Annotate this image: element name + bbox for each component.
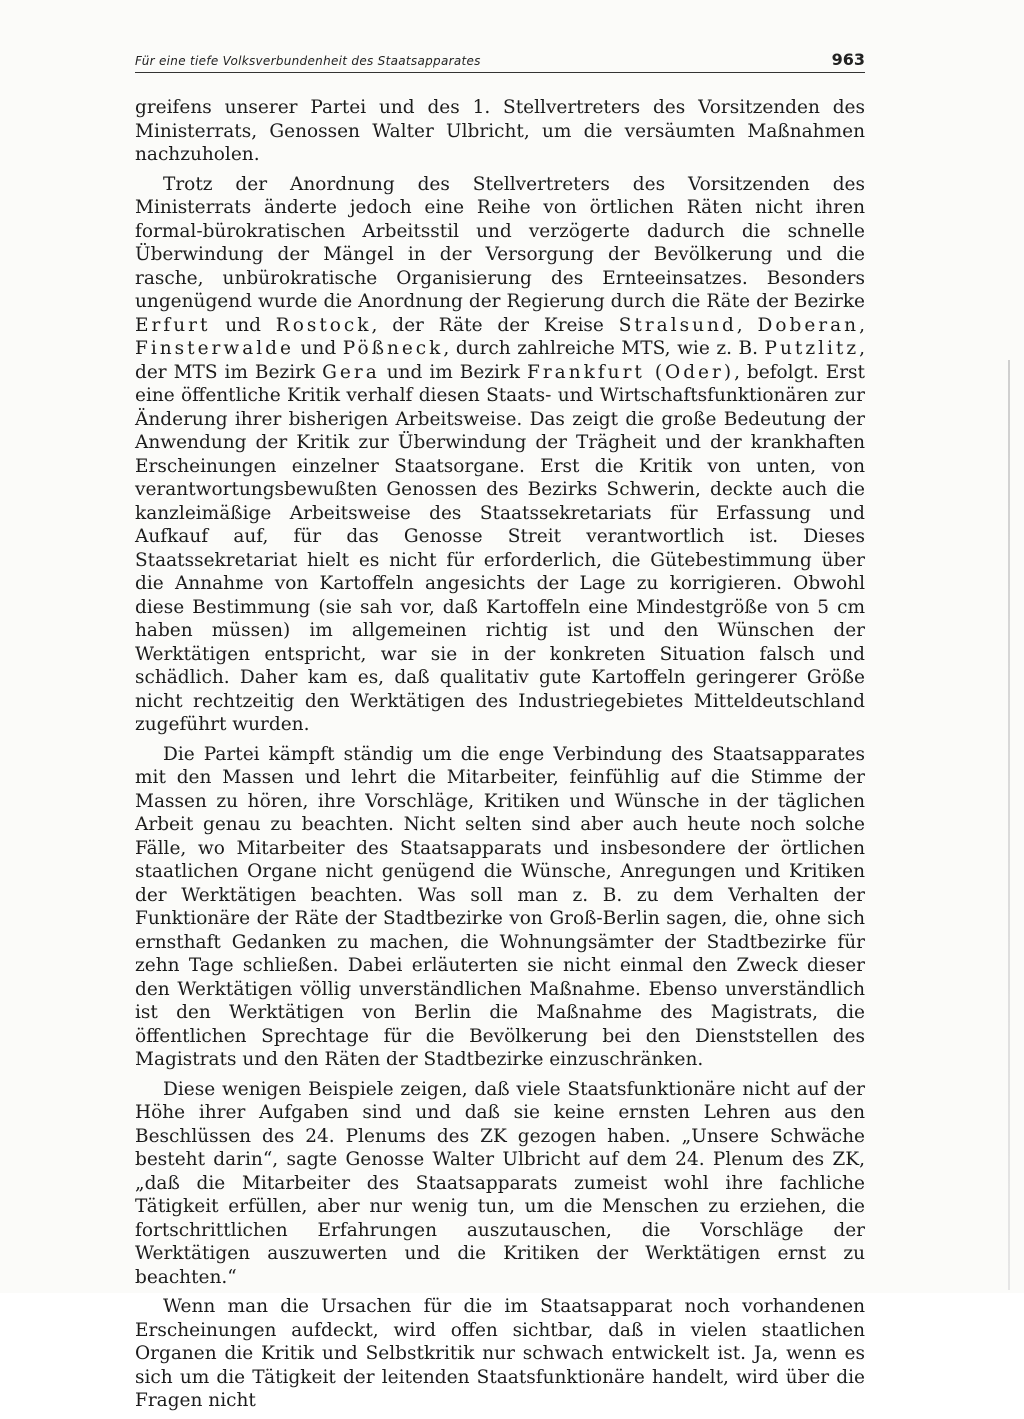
body-text [135,96,865,1419]
connector-6: , durch zahlreiche MTS, wie z. B. [443,338,765,359]
paragraph-2-text-a: Trotz der Anordnung des Stellvertreters des Vorsitzenden des Ministerrats änderte jedoch eine Reihe von örtlichen Räten nicht ihren formal-bürokratischen Arbeitsstil und verzögerte dadurch die schnelle Überwindung der Mängel in der Versorgung der Bevölkerung und die rasche, unbürokratische Organisierung des Ernteeinsatzes. Besonders ungenügend wurde die Anordnung der Regierung durch die Räte der Bezirke [135,173,865,312]
place-rostock: Rostock [275,314,372,336]
place-gera: Gera [322,361,380,383]
paragraph-2-text-b: , befolgt. Erst eine öffentliche Kritik verhalf diesen Staats- und Wirtschaftsfunktionären zur Änderung ihrer bisherigen Arbeitsweise. Das zeigt die große Bedeutung der Anwendung der Kritik zur Überwindung der Trägheit und der krankhaften Erscheinungen einzelner Staatsorgane. Erst die Kritik von unten, von verantwortungsbewußten Genossen des Bezirks Schwerin, deckte auch die kanzleimäßige Arbeitsweise des Staatssekretariats für Erfassung und Aufkauf auf, für das Genosse Streit verantwortlich ist. Dieses Staatssekretariat hielt es nicht für erforderlich, die Gütebestimmung über die Annahme von Kartoffeln angesichts der Lage zu korrigieren. Obwohl diese Bestimmung (sie sah vor, daß Kartoffeln eine Mindestgröße von 5 cm haben müssen) im allgemeinen richtig ist und den Wünschen der Werktätigen entspricht, war sie in der konkreten Situation falsch und schädlich. Daher kam es, daß qualitativ gute Kartoffeln geringerer Größe nicht rechtzeitig den Werktätigen des Industriegebietes Mitteldeutschland zugeführt wurden. [135,361,865,735]
running-title: Für eine tiefe Volksverbundenheit des Staatsapparates [135,54,481,68]
scan-edge-mark [1008,360,1010,1290]
place-frankfurt-oder: Frankfurt (Oder) [526,361,735,383]
place-poessneck: Pößneck [342,338,444,359]
place-putzlitz: Putzlitz [764,338,860,359]
connector-8: und im Bezirk [379,361,527,383]
paragraph-5: Wenn man die Ursachen für die im Staatsapparat noch vorhandenen Erscheinungen aufdeckt, wird offen sichtbar, daß in vielen staatlichen Organen die Kritik und Selbstkritik nur schwach entwickelt ist. Ja, wenn es sich um die Tätigkeit der leitenden Staatsfunktionäre handelt, wird über die Fragen nicht [135,1296,865,1411]
place-stralsund: Stralsund [618,314,737,336]
place-doberan: Doberan [757,314,860,336]
connector-5: und [293,338,343,359]
connector-4: , [859,314,865,336]
paragraph-2 [135,173,865,737]
connector-1: und [210,314,276,336]
paragraph-1: greifens unserer Partei und des 1. Stellvertreters des Vorsitzenden des Ministerrats, Genossen Walter Ulbricht, um die versäumten Maßnahmen nachzuholen. [135,97,865,165]
connector-7: , der MTS im Bezirk [135,338,865,383]
connector-2: , der Räte der Kreise [371,314,619,336]
place-erfurt: Erfurt [135,314,211,336]
page-number: 963 [831,50,865,69]
paragraph-4: Diese wenigen Beispiele zeigen, daß viele Staatsfunktionäre nicht auf der Höhe ihrer Aufgaben sind und daß sie keine ernsten Lehren aus den Beschlüssen des 24. Plenums des ZK gezogen haben. „Unsere Schwäche besteht darin“, sagte Genosse Walter Ulbricht auf dem 24. Plenum des ZK, „daß die Mitarbeiter des Staatsapparats zumeist wohl ihre fachliche Tätigkeit erfüllen, aber nur wenig tun, um die Menschen zu erziehen, die fortschrittlichen Erfahrungen auszutauschen, die Vorschläge der Werktätigen auszuwerten und die Kritiken der Werktätigen ernst zu beachten.“ [135,1078,865,1288]
running-header [135,48,865,73]
paragraph-3: Die Partei kämpft ständig um die enge Verbindung des Staatsapparates mit den Massen und lehrt die Mitarbeiter, feinfühlig auf die Stimme der Massen zu hören, ihre Vorschläge, Kritiken und Wünsche in der täglichen Arbeit genau zu beachten. Nicht selten sind aber auch heute noch solche Fälle, wo Mitarbeiter des Staatsapparats und insbesondere der örtlichen staatlichen Organe nicht genügend die Wünsche, Anregungen und Kritiken der Werktätigen beachten. Was soll man z. B. zu dem Verhalten der Funktionäre der Räte der Stadtbezirke von Groß-Berlin sagen, die, ohne sich ernsthaft Gedanken zu machen, die Wohnungsämter der Stadtbezirke für zehn Tage schließen. Dabei erläuterten sie nicht einmal den Zweck dieser den Werktätigen völlig unverständlichen Maßnahme. Ebenso unverständlich ist den Werktätigen von Berlin die Maßnahme des Magistrats, die öffentlichen Sprechtage für die Bevölkerung bei den Dienststellen des Magistrats und den Räten der Stadtbezirke einzuschränken. [135,743,865,1070]
connector-3: , [736,314,758,336]
place-finsterwalde: Finsterwalde [135,338,294,359]
